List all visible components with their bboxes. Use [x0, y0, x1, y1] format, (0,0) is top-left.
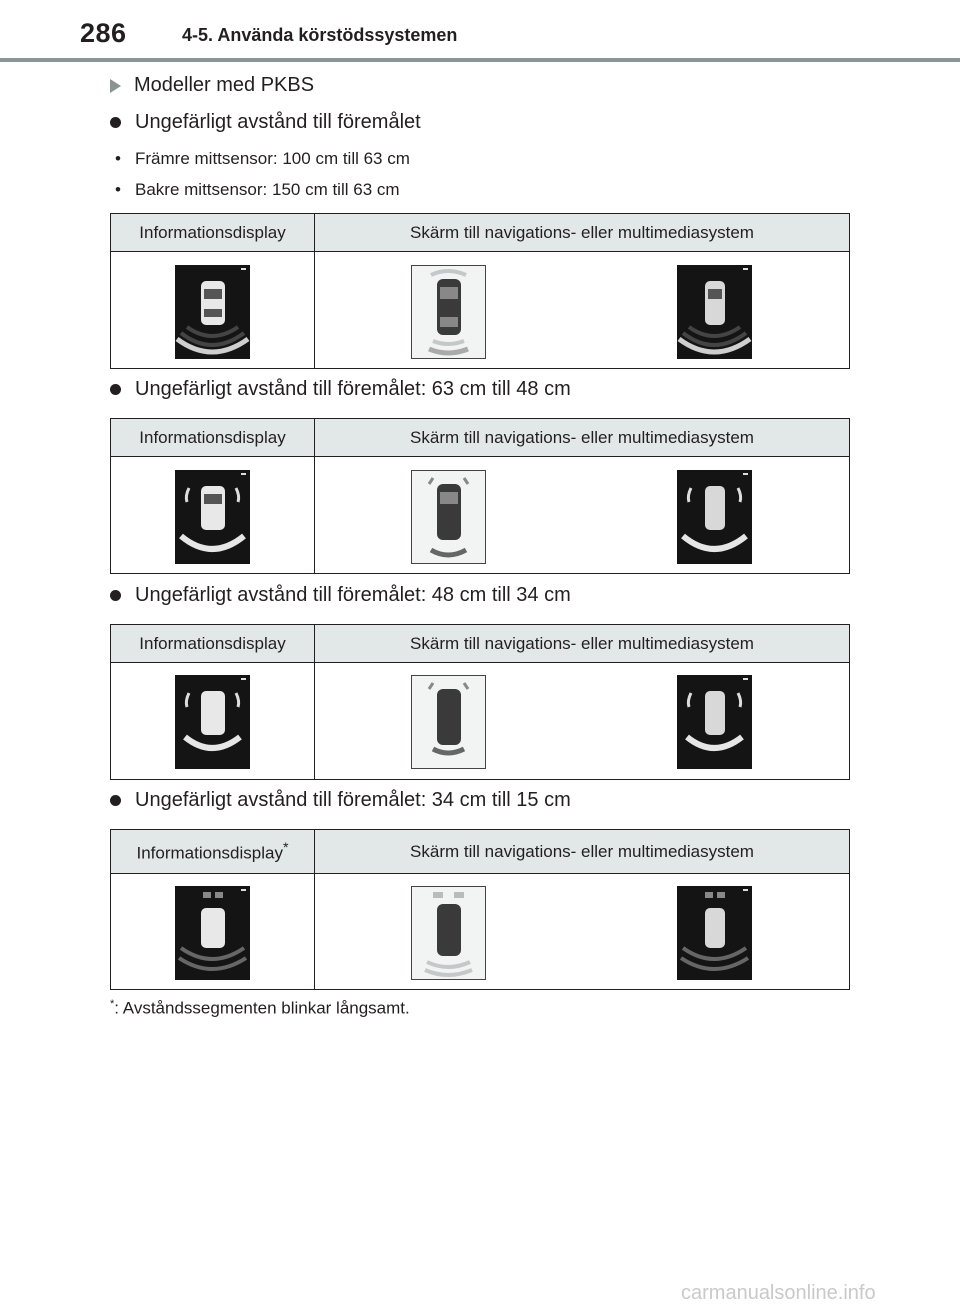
- parking-sensor-screen-dark-icon: [677, 265, 752, 359]
- display-table: [110, 213, 850, 369]
- header-navigation-screen: Skärm till navigations- eller multimediasystem: [315, 419, 850, 457]
- parking-sensor-screen-light-icon: [411, 470, 486, 564]
- section-heading: [110, 111, 421, 134]
- section-heading: [110, 789, 571, 812]
- section-heading: [110, 584, 571, 607]
- navigation-screen-cell: [315, 874, 850, 990]
- header-rule: [0, 58, 960, 62]
- section-heading-text: Ungefärligt avstånd till föremålet: [135, 111, 421, 133]
- parking-sensor-display-icon: [175, 265, 250, 359]
- model-heading-text: Modeller med PKBS: [134, 74, 315, 96]
- model-heading: [110, 74, 314, 97]
- navigation-screen-cell: [315, 457, 850, 574]
- watermark: carmanualsonline.info: [681, 1282, 876, 1304]
- display-table: [110, 829, 850, 990]
- parking-sensor-display-icon: [175, 470, 250, 564]
- section-heading: [110, 378, 571, 401]
- page-number: 286: [80, 18, 127, 48]
- header-navigation-screen: Skärm till navigations- eller multimediasystem: [315, 214, 850, 252]
- bullet-dot-icon: [110, 590, 121, 601]
- header-information-display: Informationsdisplay: [111, 419, 315, 457]
- section-heading-text: Ungefärligt avstånd till föremålet: 63 cm till 48 cm: [135, 378, 571, 400]
- navigation-screen-cell: [315, 663, 850, 780]
- header-information-display: Informationsdisplay*: [111, 830, 315, 874]
- information-display-cell: [111, 663, 315, 780]
- footnote-text: : Avståndssegmenten blinkar långsamt.: [114, 998, 410, 1018]
- bullet-item: • Främre mittsensor: 100 cm till 63 cm: [115, 149, 410, 168]
- header-information-display: Informationsdisplay: [111, 214, 315, 252]
- parking-sensor-screen-light-icon: [411, 886, 486, 980]
- bullet-item: • Bakre mittsensor: 150 cm till 63 cm: [115, 180, 400, 199]
- parking-sensor-screen-dark-icon: [677, 470, 752, 564]
- triangle-bullet-icon: [110, 79, 121, 93]
- bullet-dot-icon: [110, 117, 121, 128]
- footnote-marker: *: [110, 998, 115, 1010]
- header-navigation-screen: Skärm till navigations- eller multimediasystem: [315, 830, 850, 874]
- bullet-text: Bakre mittsensor: 150 cm till 63 cm: [135, 180, 400, 199]
- chapter-title: 4-5. Använda körstödssystemen: [182, 25, 458, 45]
- parking-sensor-display-icon: [175, 886, 250, 980]
- parking-sensor-screen-dark-icon: [677, 675, 752, 769]
- section-heading-text: Ungefärligt avstånd till föremålet: 48 cm till 34 cm: [135, 584, 571, 606]
- information-display-cell: [111, 252, 315, 369]
- bullet-text: Främre mittsensor: 100 cm till 63 cm: [135, 149, 410, 168]
- header-information-display: Informationsdisplay: [111, 625, 315, 663]
- bullet-dot-icon: [110, 795, 121, 806]
- parking-sensor-display-icon: [175, 675, 250, 769]
- navigation-screen-cell: [315, 252, 850, 369]
- parking-sensor-screen-light-icon: [411, 265, 486, 359]
- information-display-cell: [111, 874, 315, 990]
- section-heading-text: Ungefärligt avstånd till föremålet: 34 cm till 15 cm: [135, 789, 571, 811]
- display-table: [110, 624, 850, 780]
- bullet-dot-icon: [110, 384, 121, 395]
- asterisk-marker: *: [282, 839, 289, 856]
- information-display-cell: [111, 457, 315, 574]
- parking-sensor-screen-dark-icon: [677, 886, 752, 980]
- footnote: [110, 998, 410, 1019]
- parking-sensor-screen-light-icon: [411, 675, 486, 769]
- display-table: [110, 418, 850, 574]
- header-navigation-screen: Skärm till navigations- eller multimediasystem: [315, 625, 850, 663]
- page-header: [0, 0, 960, 64]
